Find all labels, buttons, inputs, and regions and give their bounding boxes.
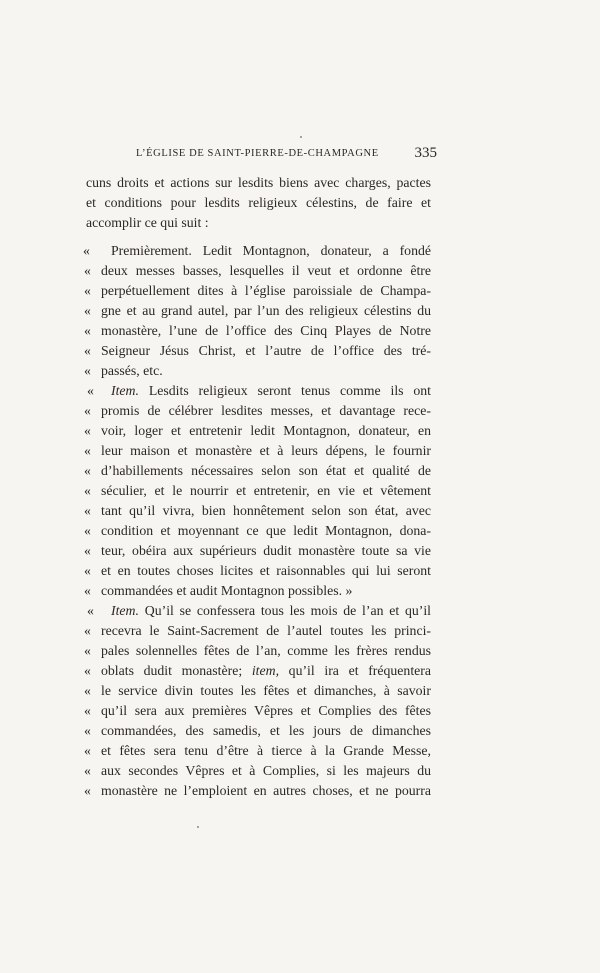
quote-mark: « [84,343,91,358]
line-text: recevra le Saint-Sacrement de l’autel toutes les princi- [101,623,431,638]
quote-mark: « [84,503,91,518]
line-text: Premièrement. Ledit Montagnon, donateur, a fondé [111,243,431,258]
quote-mark: « [84,443,91,458]
line-text: deux messes basses, lesquelles il veut et ordonne être [101,263,431,278]
paragraph3-line [86,621,431,641]
quote-mark: « [84,723,91,738]
quote-mark: « [84,663,91,678]
paragraph1-line [86,361,431,381]
paragraph3-line [86,761,431,781]
quote-mark: « [84,643,91,658]
line-text: commandées et audit Montagnon possibles. » [101,583,353,598]
quote-mark: « [84,483,91,498]
paragraph1-line [86,321,431,341]
quote-mark: « [84,683,91,698]
line-text: pales solennelles fêtes de l’an, comme les frères rendus [101,643,431,658]
paragraph2-line [86,421,431,441]
quote-mark: « [84,283,91,298]
quote-mark: « [87,383,94,398]
paragraph2-line [86,561,431,581]
paragraph3-line [86,741,431,761]
quote-mark: « [87,603,94,618]
line-text: Seigneur Jésus Christ, et l’autre de l’office des tré- [101,343,431,358]
quote-mark: « [84,783,91,798]
line-text: condition et moyennant ce que ledit Montagnon, dona- [101,523,431,538]
paragraph2-line [86,501,431,521]
quote-mark: « [84,423,91,438]
line-text: d’habillements nécessaires selon son état et qualité de [101,463,431,478]
intro-line: accomplir ce qui suit : [86,215,209,230]
running-title: L’ÉGLISE DE SAINT-PIERRE-DE-CHAMPAGNE [136,148,379,159]
quote-mark: « [84,543,91,558]
paragraph1-line [86,261,431,281]
paragraph3-line [86,781,431,801]
paragraph3-line [86,641,431,661]
line-text: passés, etc. [101,363,163,378]
line-text: teur, obéira aux supérieurs dudit monastère toute sa vie [101,543,431,558]
paragraph3-line [86,721,431,741]
line-text: séculier, et le nourrir et entretenir, en vie et vêtement [101,483,431,498]
line-text: et en toutes choses licites et raisonnables qui lui seront [101,563,431,578]
quote-mark: « [84,303,91,318]
line-text: perpétuellement dites à l’église paroissiale de Champa- [101,283,431,298]
paragraph2-line [86,381,431,401]
item-word: item, [251,663,280,678]
paragraph1-line [86,281,431,301]
line-text: voir, loger et entretenir ledit Montagnon, donateur, en [101,423,431,438]
quote-mark: « [84,623,91,638]
line-text: promis de célébrer lesdites messes, et davantage rece- [101,403,431,418]
line-text: et fêtes sera tenu d’être à tierce à la Grande Messe, [101,743,431,758]
paragraph3-line [86,661,431,681]
paragraph3-line [86,681,431,701]
line-text: le service divin toutes les fêtes et dimanches, à savoir [101,683,431,698]
quote-mark: « [84,323,91,338]
paragraph2-line [86,541,431,561]
paragraph1-line [86,301,431,321]
quote-mark: « [84,463,91,478]
paragraph2-line [86,581,431,601]
item-word: Item. [111,603,139,618]
paragraph2-line [86,401,431,421]
ink-speck [197,826,199,828]
paragraph2-line [86,441,431,461]
quote-mark: « [84,703,91,718]
line-text: qu’il sera aux premières Vêpres et Complies des fêtes [101,703,431,718]
line-text: gne et au grand autel, par l’un des religieux célestins du [101,303,431,318]
line-text: aux secondes Vêpres et à Complies, si les majeurs du [101,763,431,778]
line-text: leur maison et monastère et à leurs dépens, le fournir [101,443,431,458]
quote-mark: « [84,583,91,598]
paragraph1-line [86,341,431,361]
quote-mark: « [84,763,91,778]
line-text: commandées, des samedis, et les jours de dimanches [101,723,431,738]
paragraph3-line [86,601,431,621]
quote-mark: « [84,563,91,578]
paragraph2-line [86,521,431,541]
paragraph3-line [86,701,431,721]
quote-mark: « [84,523,91,538]
intro-line: et conditions pour lesdits religieux célestins, de faire et [86,195,431,210]
paragraph2-line [86,481,431,501]
line-text: monastère, l’une de l’office des Cinq Playes de Notre [101,323,431,338]
intro-line: cuns droits et actions sur lesdits biens avec charges, pactes [86,175,431,190]
line-text: Item. Lesdits religieux seront tenus comme ils ont [111,383,432,398]
line-text: oblats dudit monastère; item, qu’il ira et fréquentera [101,663,431,678]
paragraph2-line [86,461,431,481]
page-number: 335 [414,145,437,161]
item-word: Item. [111,383,139,398]
quote-mark: « [83,243,90,258]
ink-speck [300,136,302,138]
line-text: tant qu’il vivra, bien honnêtement selon son état, avec [101,503,431,518]
line-text: Item. Qu’il se confessera tous les mois de l’an et qu’il [111,603,431,618]
quote-mark: « [84,363,91,378]
quote-mark: « [84,263,91,278]
quote-mark: « [84,743,91,758]
paragraph1-line [83,241,431,261]
line-text: monastère ne l’emploient en autres choses, et ne pourra [101,783,431,798]
quote-mark: « [84,403,91,418]
page-header [86,146,436,168]
